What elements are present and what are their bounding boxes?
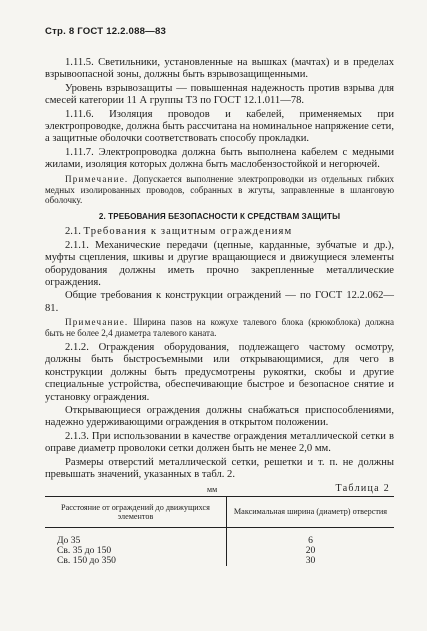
table-2-unit: мм	[207, 484, 218, 494]
table-2-col-width-header: Максимальная ширина (диаметр) отверстия	[226, 496, 394, 527]
table-row	[45, 527, 394, 546]
table-2-caption: Таблица 2	[335, 482, 390, 494]
table-2-caption-row	[45, 483, 394, 496]
clause-2-1-3: 2.1.3. При использовании в качестве ограждения металлической сетки в оправе диаметр проволоки сетки должен быть не менее 2,0 мм.	[45, 430, 394, 455]
table-cell-width: 30	[305, 555, 316, 567]
general-requirements: Общие требования к конструкции ограждений — по ГОСТ 12.2.062—81.	[45, 290, 394, 314]
subsection-2-1-title: Требования к защитным ограждениям	[83, 226, 293, 238]
subsection-2-1-heading	[45, 226, 394, 238]
table-2-col-distance-header: Расстояние от ограждений до движущихся элементов	[45, 496, 226, 527]
opening-guards: Открывающиеся ограждения должны снабжаться приспособлениями, надежно удерживающими ограждения в открытом положении.	[45, 405, 394, 429]
note-2	[45, 317, 394, 339]
clause-1-11-6: 1.11.6. Изоляция проводов и кабелей, применяемых при электропроводке, должна быть рассчитана на номинальное напряжение сети, а защитные оболочки соответствовать способу прокладки.	[45, 108, 394, 145]
note-2-label: Примечание.	[65, 317, 129, 328]
note-1	[45, 174, 394, 207]
clause-2-1-2: 2.1.2. Ограждения оборудования, подлежащего частому осмотру, должны быть быстросъемными или открывающимися, для чего в конструкции должны быть предусмотрены рукоятки, скобы и другие специальные устройства, обеспечивающие быстрое и безопасное снятие и установку ограждения.	[45, 342, 394, 403]
table-cell-distance: Св. 150 до 350	[45, 556, 226, 566]
page-header: Стр. 8 ГОСТ 12.2.088—83	[45, 26, 167, 37]
mesh-sizes: Размеры отверстий металлической сетки, решетки и т. п. не должны превышать значений, указанных в табл. 2.	[45, 456, 394, 481]
clause-1-11-5: 1.11.5. Светильники, установленные на вышках (мачтах) и в пределах взрывоопасной зоны, должны быть взрывозащищенными.	[45, 57, 394, 81]
table-cell-width: 6	[308, 534, 313, 546]
note-1-label: Примечание.	[65, 173, 129, 184]
section-2-title: 2. ТРЕБОВАНИЯ БЕЗОПАСНОСТИ К СРЕДСТВАМ ЗАЩИТЫ	[98, 212, 341, 222]
table-cell-distance: До 35	[45, 527, 226, 546]
subsection-2-1-number: 2.1.	[65, 226, 84, 238]
table-cell-width: 20	[305, 544, 316, 556]
clause-1-11-7: 1.11.7. Электропроводка должна быть выполнена кабелем с медными жилами, изоляция которых должна быть маслобензостойкой и негорючей.	[45, 146, 394, 171]
table-2	[45, 496, 394, 567]
clause-2-1-1: 2.1.1. Механические передачи (цепные, карданные, зубчатые и др.), муфты сцепления, шкивы и другие вращающиеся и движущиеся элементы оборудования должны иметь прочно закрепленные металлические ограждения.	[45, 239, 394, 288]
table-row	[45, 556, 394, 566]
note-2-text: Ширина пазов на кожухе талевого блока (крюкоблока) должна быть не более 2,4 диаметра талевого каната.	[45, 317, 394, 339]
explosion-protection-level: Уровень взрывозащиты — повышенная надежность против взрыва для смесей категории 11 А группы Т3 по ГОСТ 12.1.011—78.	[45, 82, 394, 107]
note-1-text: Допускается выполнение электропроводки из отдельных гибких медных изолированных проводов, собранных в жгуты, заправленные в шланговую оболочку.	[45, 173, 394, 206]
table-cell-distance: Св. 35 до 150	[45, 546, 226, 556]
